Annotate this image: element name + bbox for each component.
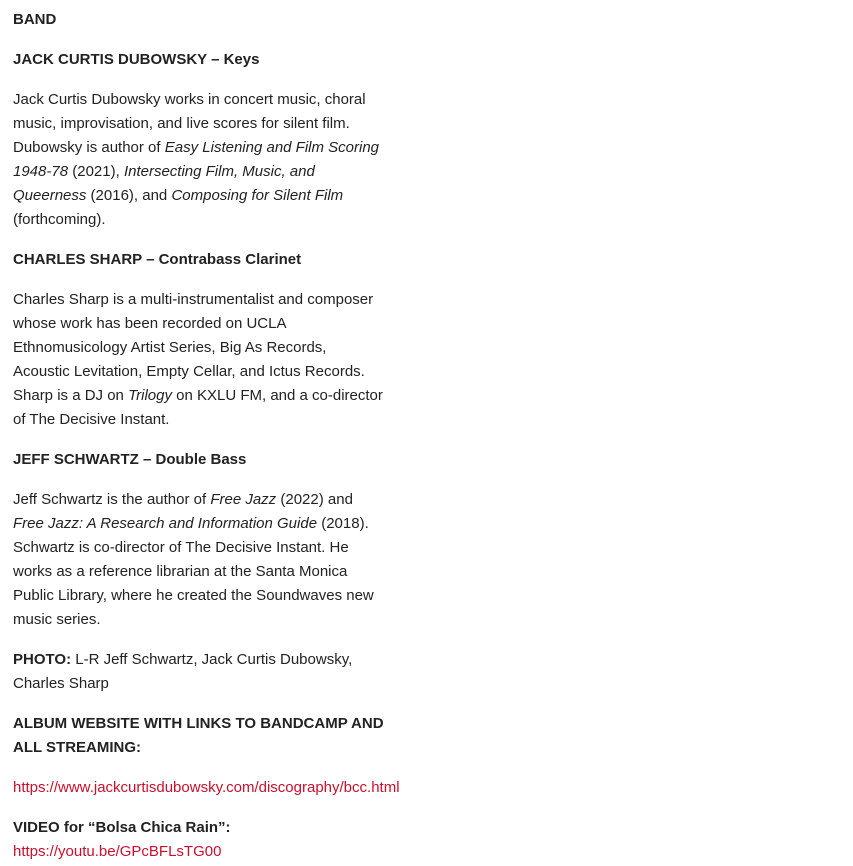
album-link-paragraph <box>13 776 453 800</box>
book-title: Free Jazz: A Research and Information Guide <box>13 515 318 532</box>
band-heading: BAND <box>13 11 57 28</box>
book-title: Easy Listening and Film Scoring 1948-78 <box>13 139 380 180</box>
album-website-link[interactable]: https://www.jackcurtisdubowsky.com/discography/bcc.html <box>13 779 400 796</box>
show-title: Trilogy <box>128 387 172 404</box>
video-link[interactable]: https://youtu.be/GPcBFLsTG00 <box>13 843 222 860</box>
member-heading-schwartz: JEFF SCHWARTZ – Double Bass <box>13 451 247 468</box>
member-bio-dubowsky <box>13 88 385 232</box>
photo-caption <box>13 648 385 696</box>
bio-text: on KXLU FM, and a co-director of The Decisive Instant. <box>13 387 383 428</box>
bio-text: (forthcoming). <box>13 211 106 228</box>
bio-text: Jeff Schwartz is the author of <box>13 491 211 508</box>
bio-text: Charles Sharp is a multi-instrumentalist and composer whose work has been recorded on UCLA Ethnomusicology Artist Series, Big As Records, Acoustic Levitation, Empty Cellar, and Ictus Records. Sharp is a DJ on <box>13 291 374 404</box>
album-heading: ALBUM WEBSITE WITH LINKS TO BANDCAMP AND ALL STREAMING: <box>13 715 384 756</box>
bio-text: (2022) and <box>276 491 353 508</box>
photo-label: PHOTO: <box>13 651 72 668</box>
video-paragraph <box>13 816 453 864</box>
member-heading-sharp: CHARLES SHARP – Contrabass Clarinet <box>13 251 302 268</box>
member-bio-sharp <box>13 288 385 432</box>
book-title: Intersecting Film, Music, and Queerness <box>13 163 315 204</box>
member-heading-dubowsky: JACK CURTIS DUBOWSKY – Keys <box>13 51 260 68</box>
article-body <box>13 8 400 864</box>
bio-text: (2018). Schwartz is co-director of The Decisive Instant. He works as a reference librarian at the Santa Monica Public Library, where he created the Soundwaves new music series. <box>13 515 374 628</box>
bio-text: (2016), and <box>86 187 172 204</box>
book-title: Free Jazz <box>210 491 277 508</box>
video-heading: VIDEO for “Bolsa Chica Rain”: <box>13 819 231 836</box>
book-title: Composing for Silent Film <box>171 187 344 204</box>
bio-text: (2021), <box>68 163 124 180</box>
bio-text: Jack Curtis Dubowsky works in concert music, choral music, improvisation, and live scores for silent film. Dubowsky is author of <box>13 91 366 156</box>
member-bio-schwartz <box>13 488 385 632</box>
photo-caption-text: L-R Jeff Schwartz, Jack Curtis Dubowsky, Charles Sharp <box>13 651 353 692</box>
